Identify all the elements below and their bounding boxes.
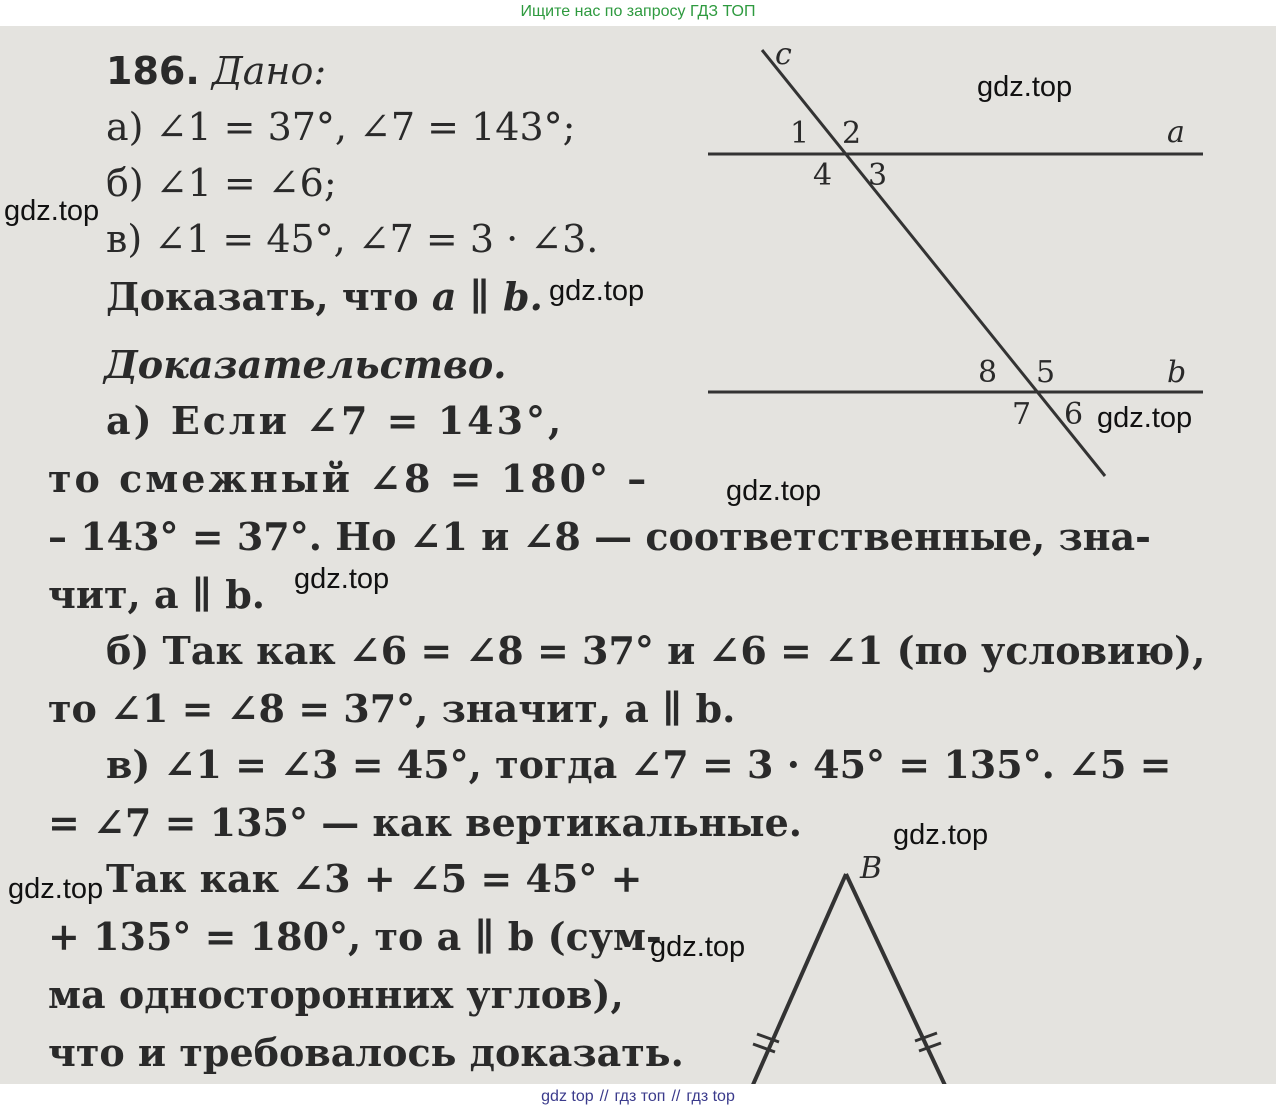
prove-line xyxy=(106,274,543,320)
watermark: gdz.top xyxy=(1097,402,1193,434)
label-c: c xyxy=(775,37,792,72)
watermark: gdz.top xyxy=(650,931,746,963)
textbook-page xyxy=(0,26,1276,1084)
watermark: gdz.top xyxy=(549,275,645,307)
bottom-link-2[interactable]: гдз топ xyxy=(614,1088,666,1105)
problem-number: 186. xyxy=(106,49,200,93)
label-b: b xyxy=(1167,355,1187,390)
watermark: gdz.top xyxy=(977,71,1073,103)
vertex-B: B xyxy=(860,851,883,886)
triangle-figure xyxy=(748,851,950,1084)
search-hint-link[interactable]: Ищите нас по запросу ГДЗ ТОП xyxy=(520,3,756,20)
angle-8: 8 xyxy=(978,355,998,390)
angle-2: 2 xyxy=(842,116,862,151)
given-a: а) ∠1 = 37°, ∠7 = 143°; xyxy=(106,105,576,149)
proof-line-4: чит, a ∥ b. xyxy=(48,572,265,617)
proof-line-10: + 135° = 180°, то a ∥ b (сум- xyxy=(48,914,662,959)
proof-line-7: в) ∠1 = ∠3 = 45°, тогда ∠7 = 3 · 45° = 135°. ∠5 = xyxy=(106,742,1172,787)
given-label: Дано: xyxy=(211,49,327,93)
bottom-banner xyxy=(0,1084,1276,1112)
proof-line-8: = ∠7 = 135° — как вертикальные. xyxy=(48,800,803,845)
proof-label: Доказательство. xyxy=(104,342,507,387)
angle-7: 7 xyxy=(1012,397,1032,432)
proof-line-11: ма односторонних углов), xyxy=(48,972,624,1017)
angle-3: 3 xyxy=(868,158,888,193)
watermark: gdz.top xyxy=(8,873,104,905)
triangle-left-side xyxy=(748,874,846,1084)
prove-statement: a ∥ b. xyxy=(431,274,543,319)
watermark: gdz.top xyxy=(726,475,822,507)
triangle-right-side xyxy=(846,874,950,1084)
watermark: gdz.top xyxy=(4,195,100,227)
watermark: gdz.top xyxy=(893,819,989,851)
proof-line-9: Так как ∠3 + ∠5 = 45° + xyxy=(106,856,643,901)
proof-line-6: то ∠1 = ∠8 = 37°, значит, a ∥ b. xyxy=(48,686,736,731)
tick-right-2 xyxy=(915,1033,937,1041)
proof-line-3: – 143° = 37°. Но ∠1 и ∠8 — соответственные, зна- xyxy=(48,514,1151,559)
angle-5: 5 xyxy=(1036,355,1056,390)
given-b: б) ∠1 = ∠6; xyxy=(106,161,337,205)
given-header xyxy=(106,48,326,94)
bottom-link-3[interactable]: гдз top xyxy=(686,1088,735,1105)
separator: // xyxy=(599,1088,609,1105)
angle-1: 1 xyxy=(790,116,810,151)
top-banner xyxy=(0,0,1276,26)
angle-6: 6 xyxy=(1064,397,1084,432)
watermark: gdz.top xyxy=(294,563,390,595)
proof-line-5: б) Так как ∠6 = ∠8 = 37° и ∠6 = ∠1 (по условию), xyxy=(106,628,1206,673)
label-a: a xyxy=(1167,115,1185,150)
separator: // xyxy=(671,1088,681,1105)
proof-line-1: а) Если ∠7 = 143°, xyxy=(106,398,565,443)
proof-line-2: то смежный ∠8 = 180° – xyxy=(48,456,650,501)
bottom-link-1[interactable]: gdz top xyxy=(541,1088,594,1105)
transversal-c xyxy=(762,50,1105,476)
prove-prefix: Доказать, что xyxy=(106,274,432,319)
given-c: в) ∠1 = 45°, ∠7 = 3 · ∠3. xyxy=(106,217,599,261)
angle-4: 4 xyxy=(813,158,833,193)
proof-line-12: что и требовалось доказать. xyxy=(48,1030,684,1075)
